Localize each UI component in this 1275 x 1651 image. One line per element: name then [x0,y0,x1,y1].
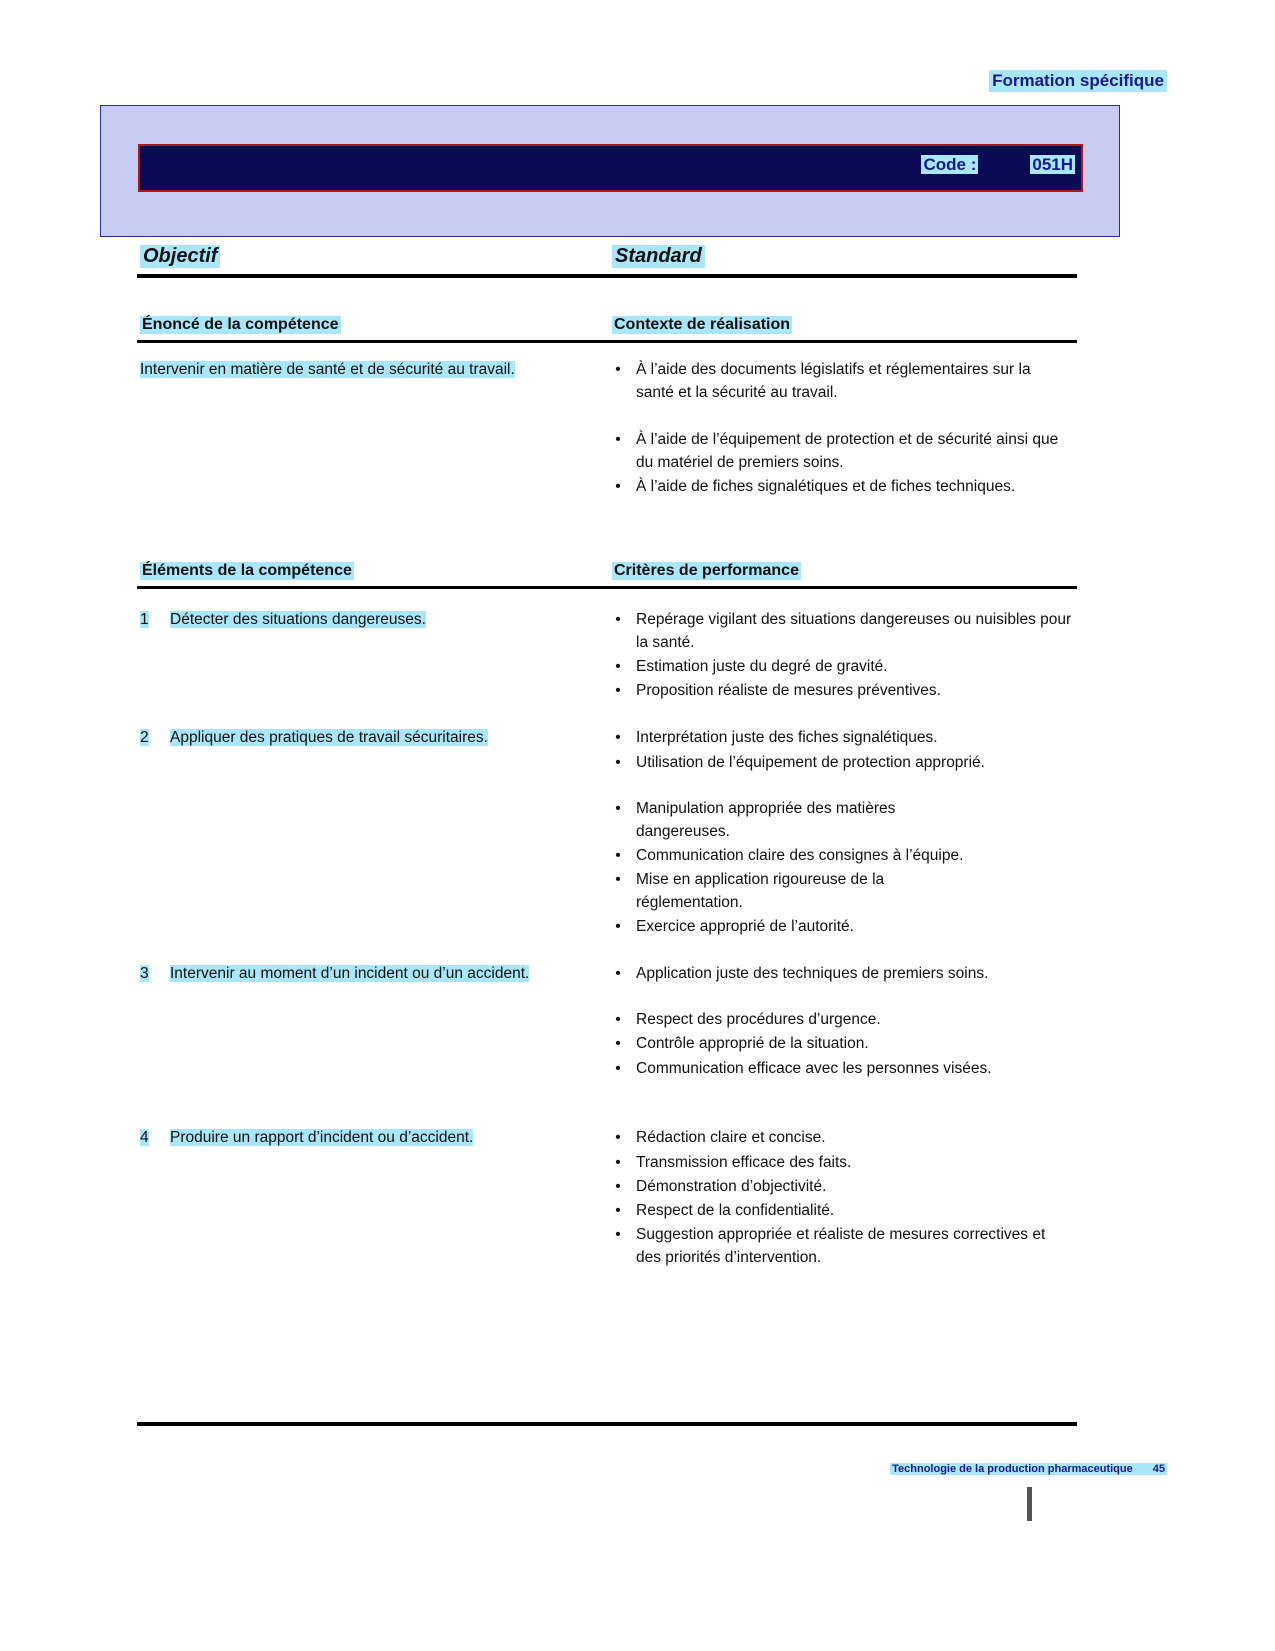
enonce-text: Intervenir en matière de santé et de sécurité au travail. [140,361,515,378]
bullet-icon: • [615,729,621,746]
bullet-icon: • [615,1226,621,1243]
text-cursor [1027,1487,1032,1521]
formation-label: Formation spécifique [989,70,1167,92]
bullet-icon: • [615,611,621,628]
contexte-item: • À l’aide de l’équipement de protection et de sécurité ainsi que du matériel de premiers soins. [612,428,1072,474]
heading-contexte: Contexte de réalisation [614,316,791,333]
bullet-icon: • [615,1178,621,1195]
competence-criterion: • Repérage vigilant des situations dangereuses ou nuisibles pour la santé. [612,608,1072,654]
competence-element: 4 Produire un rapport d’incident ou d’accident. [140,1129,474,1146]
competence-criterion: • Manipulation appropriée des matières dangereuses. [612,797,992,843]
rule-under-titles [137,274,1077,278]
bullet-icon: • [615,1035,621,1052]
competence-element: 2 Appliquer des pratiques de travail sécuritaires. [140,729,488,746]
competence-criterion: • Utilisation de l’équipement de protection approprié. [612,751,1012,774]
footer-program: Technologie de la production pharmaceutique [892,1463,1133,1475]
bullet-icon: • [615,871,621,888]
competence-criterion: • Mise en application rigoureuse de la réglementation. [612,868,972,914]
contexte-item: • À l’aide de fiches signalétiques et de fiches techniques. [612,475,1032,498]
code-banner [100,105,1120,237]
competence-element: 1 Détecter des situations dangereuses. [140,611,426,628]
heading-elements: Éléments de la compétence [142,562,352,579]
column-title-objectif: Objectif [140,245,220,268]
code-banner-inner [138,144,1083,192]
footer [890,1463,1167,1475]
bullet-icon: • [615,847,621,864]
competence-criterion: • Communication efficace avec les personnes visées. [612,1057,1032,1080]
competence-criterion: • Suggestion appropriée et réaliste de mesures correctives et des priorités d’intervention. [612,1223,1052,1269]
competence-criterion: • Rédaction claire et concise. [612,1126,1072,1149]
rule-footer [137,1422,1077,1426]
bullet-icon: • [615,918,621,935]
column-titles [137,245,1077,273]
bullet-icon: • [615,431,621,448]
column-title-standard: Standard [612,245,705,268]
competence-criterion: • Démonstration d’objectivité. [612,1175,1072,1198]
bullet-icon: • [615,478,621,495]
bullet-icon: • [615,754,621,771]
competence-criterion: • Transmission efficace des faits. [612,1151,1072,1174]
bullet-icon: • [615,1060,621,1077]
bullet-icon: • [615,1011,621,1028]
competence-criterion: • Respect de la confidentialité. [612,1199,1072,1222]
competence-criterion: • Respect des procédures d’urgence. [612,1008,1072,1031]
competence-criterion: • Proposition réaliste de mesures préventives. [612,679,1072,702]
competence-criterion: • Interprétation juste des fiches signalétiques. [612,726,1072,749]
bullet-icon: • [615,682,621,699]
bullet-icon: • [615,1129,621,1146]
bullet-icon: • [615,965,621,982]
heading-criteres: Critères de performance [614,562,799,579]
bullet-icon: • [615,1154,621,1171]
competence-criterion: • Application juste des techniques de premiers soins. [612,962,1042,985]
code-value: 051H [1032,155,1073,174]
bullet-icon: • [615,800,621,817]
competence-criterion: • Communication claire des consignes à l’équipe. [612,844,1072,867]
bullet-icon: • [615,1202,621,1219]
code-label: Code : [923,155,977,174]
competence-criterion: • Contrôle approprié de la situation. [612,1032,1072,1055]
rule-under-elements-heading [137,586,1077,589]
competence-element: 3 Intervenir au moment d’un incident ou d’un accident. [140,965,530,982]
heading-enonce: Énoncé de la compétence [142,316,339,333]
competence-criterion: • Exercice approprié de l’autorité. [612,915,1072,938]
bullet-icon: • [615,658,621,675]
contexte-item: • À l’aide des documents législatifs et réglementaires sur la santé et la sécurité au travail. [612,358,1062,404]
bullet-icon: • [615,361,621,378]
code-line [921,155,1075,175]
footer-page-number: 45 [1152,1463,1165,1475]
competence-criterion: • Estimation juste du degré de gravité. [612,655,1072,678]
rule-under-enonce-heading [137,340,1077,343]
